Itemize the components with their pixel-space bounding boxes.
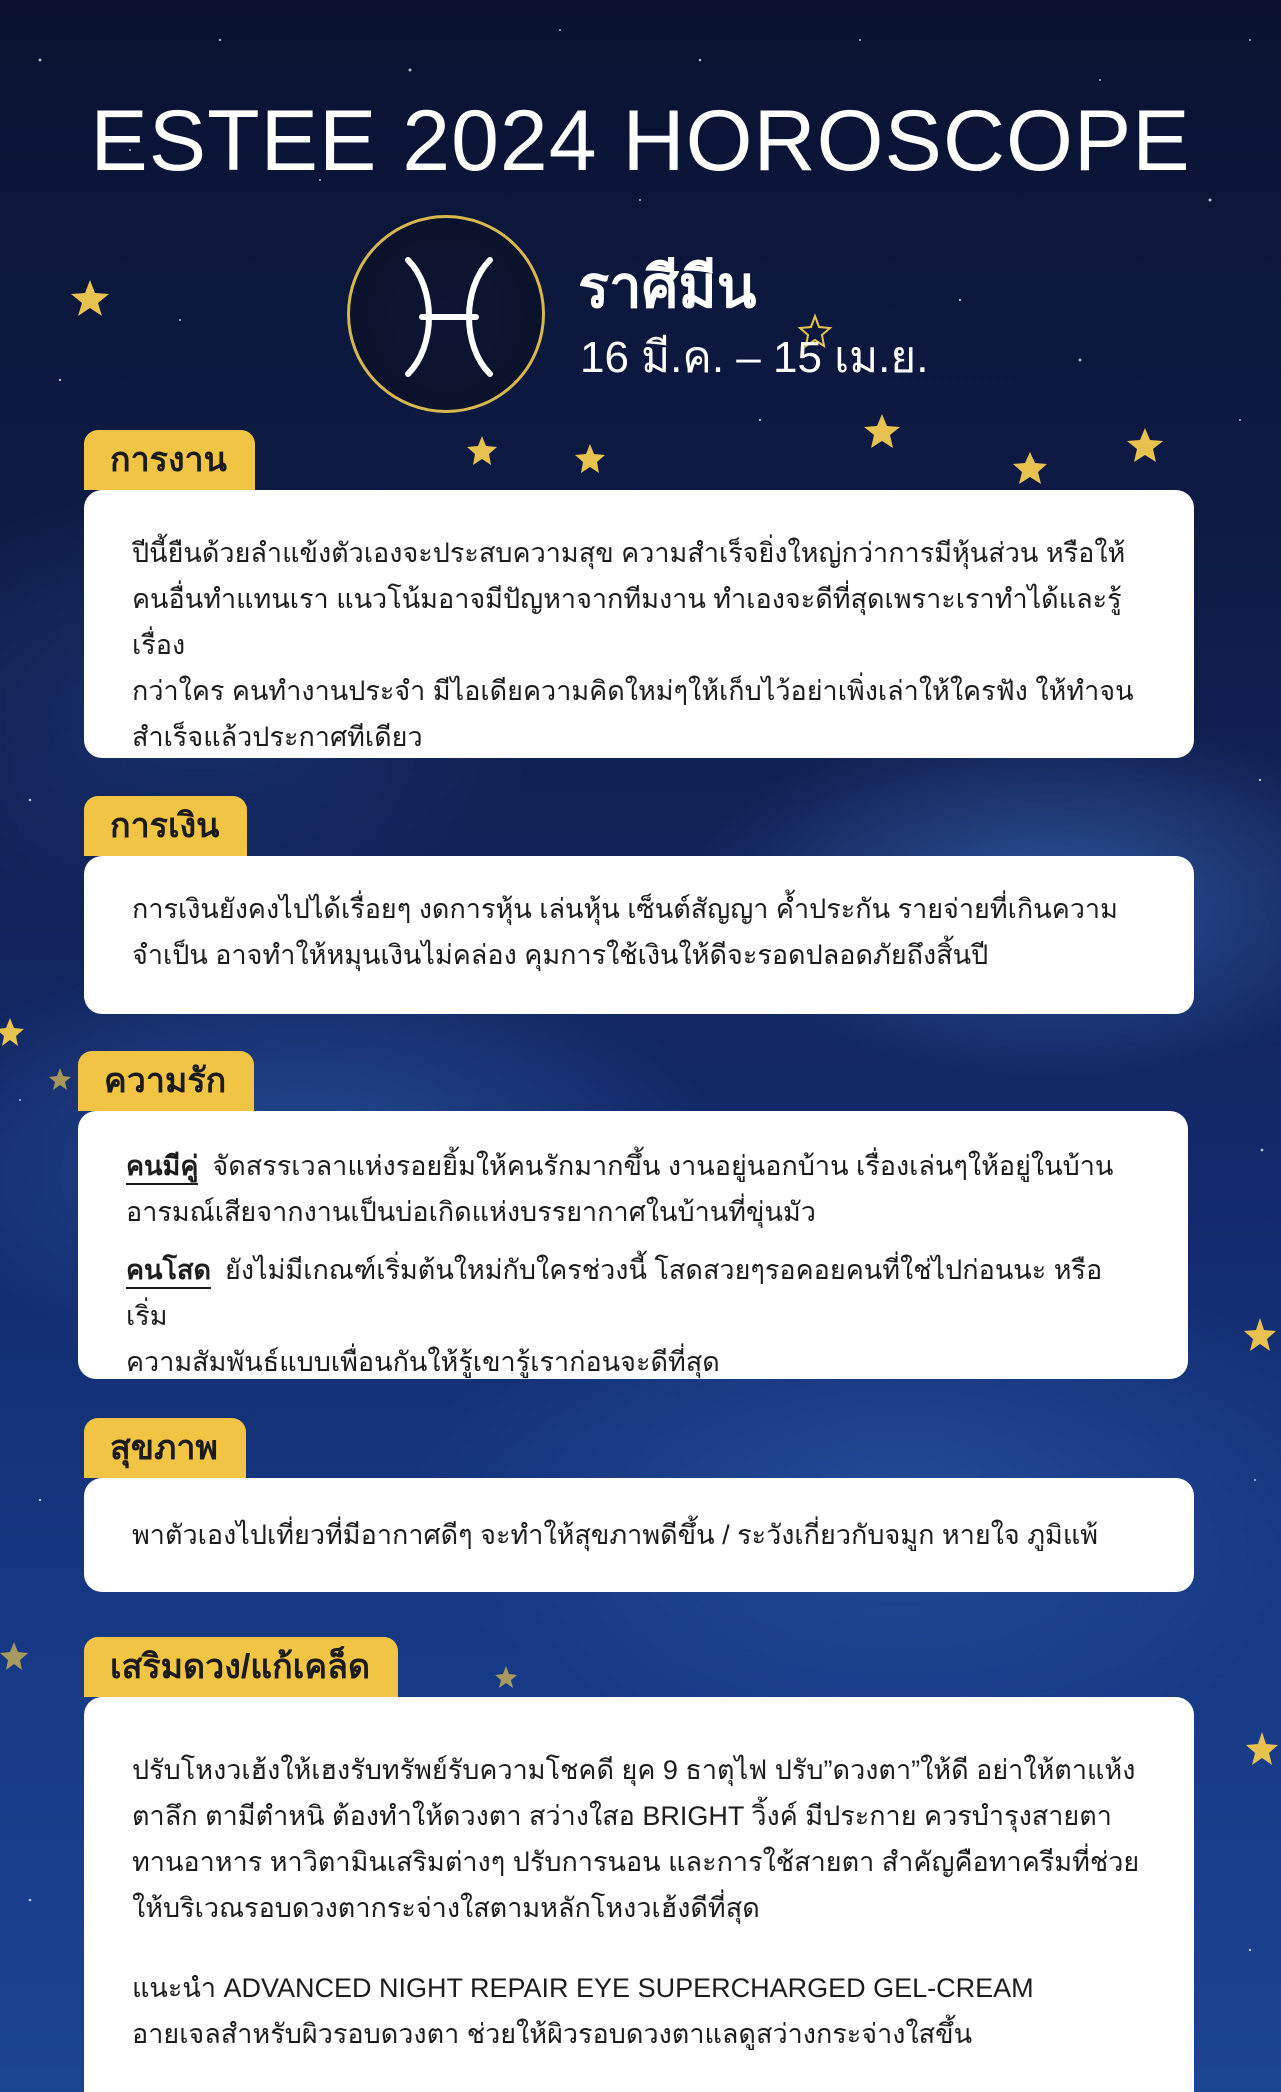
sign-name: ราศีมีน (578, 255, 757, 320)
luck-line: ตาลึก ตามีตำหนิ ต้องทำให้ดวงตา สว่างใสอ BRIGHT วิ้งค์ มีประกาย ควรบำรุงสายตา (132, 1801, 1112, 1831)
work-line: กว่าใคร คนทำงานประจำ มีไอเดียความคิดใหม่ๆให้เก็บไว้อย่าเพิ่งเล่าให้ใครฟัง ให้ทำจน (132, 676, 1134, 706)
work-line: สำเร็จแล้วประกาศทีเดียว (132, 722, 423, 752)
star-icon (1013, 452, 1047, 484)
pisces-symbol-icon (350, 218, 548, 416)
star-icon (575, 444, 605, 473)
love-single-label: คนโสด (126, 1255, 211, 1289)
money-line: การเงินยังคงไปได้เรื่อยๆ งดการหุ้น เล่นหุ้น เซ็นต์สัญญา ค้ำประกัน รายจ่ายที่เกินความ (132, 894, 1118, 924)
tag-love: ความรัก (78, 1051, 254, 1111)
love-couple-row (126, 1143, 1140, 1189)
tag-luck: เสริมดวง/แก้เคล็ด (84, 1637, 398, 1697)
star-icon (0, 1642, 28, 1670)
card-money (84, 856, 1194, 1014)
money-line: จำเป็น อาจทำให้หมุนเงินไม่คล่อง คุมการใช้เงินให้ดีจะรอดปลอดภัยถึงสิ้นปี (132, 940, 989, 970)
tag-work: การงาน (84, 430, 255, 490)
card-love (78, 1111, 1188, 1379)
star-icon (49, 1068, 71, 1090)
sign-dates: 16 มี.ค. – 15 เม.ย. (580, 333, 929, 382)
love-couple-text: อารมณ์เสียจากงานเป็นบ่อเกิดแห่งบรรยากาศในบ้านที่ขุ่นมัว (126, 1197, 816, 1227)
luck-line: ปรับโหงวเฮ้งให้เฮงรับทรัพย์รับความโชคดี ยุค 9 ธาตุไฟ ปรับ”ดวงตา”ให้ดี อย่าให้ตาแห้ง (132, 1755, 1136, 1785)
tag-money: การเงิน (84, 796, 247, 856)
health-line: พาตัวเองไปเที่ยวที่มีอากาศดีๆ จะทำให้สุขภาพดีขึ้น / ระวังเกี่ยวกับจมูก หายใจ ภูมิแพ้ (132, 1520, 1099, 1550)
tag-health: สุขภาพ (84, 1418, 246, 1478)
work-line: คนอื่นทำแทนเรา แนวโน้มอาจมีปัญหาจากทีมงาน ทำเองจะดีที่สุดเพราะเราทำได้และรู้เรื่อง (132, 584, 1122, 660)
star-icon (495, 1666, 517, 1688)
card-work (84, 490, 1194, 758)
luck-recommend-line: อายเจลสำหรับผิวรอบดวงตา ช่วยให้ผิวรอบดวงตาแลดูสว่างกระจ่างใสขึ้น (132, 2019, 973, 2049)
card-health (84, 1478, 1194, 1592)
page-title: ESTEE 2024 HOROSCOPE (90, 93, 1191, 189)
star-icon (0, 1018, 24, 1046)
love-single-row (126, 1247, 1140, 1339)
star-icon (467, 436, 497, 465)
star-icon (1127, 428, 1163, 462)
love-couple-text: จัดสรรเวลาแห่งรอยยิ้มให้คนรักมากขึ้น งานอยู่นอกบ้าน เรื่องเล่นๆให้อยู่ในบ้าน (212, 1151, 1114, 1181)
luck-recommend-line: แนะนำ ADVANCED NIGHT REPAIR EYE SUPERCHARGED GEL-CREAM (132, 1973, 1034, 2003)
love-single-text: ยังไม่มีเกณฑ์เริ่มต้นใหม่กับใครช่วงนี้ โสดสวยๆรอคอยคนที่ใช่ไปก่อนนะ หรือเริ่ม (126, 1255, 1103, 1331)
card-luck (84, 1697, 1194, 2092)
luck-line: ให้บริเวณรอบดวงตากระจ่างใสตามหลักโหงวเฮ้งดีที่สุด (132, 1893, 760, 1923)
star-icon (1244, 1318, 1276, 1351)
work-line: ปีนี้ยืนด้วยลำแข้งตัวเองจะประสบความสุข ความสำเร็จยิ่งใหญ่กว่าการมีหุ้นส่วน หรือให้ (132, 538, 1126, 568)
star-icon (1246, 1732, 1278, 1765)
star-icon (864, 414, 900, 448)
luck-line: ทานอาหาร หาวิตามินเสริมต่างๆ ปรับการนอน และการใช้สายตา สำคัญคือทาครีมที่ช่วย (132, 1847, 1140, 1877)
love-single-text: ความสัมพันธ์แบบเพื่อนกันให้รู้เขารู้เราก่อนจะดีที่สุด (126, 1347, 720, 1377)
sign-emblem (347, 215, 545, 413)
star-icon (71, 280, 109, 316)
love-couple-label: คนมีคู่ (126, 1151, 198, 1185)
